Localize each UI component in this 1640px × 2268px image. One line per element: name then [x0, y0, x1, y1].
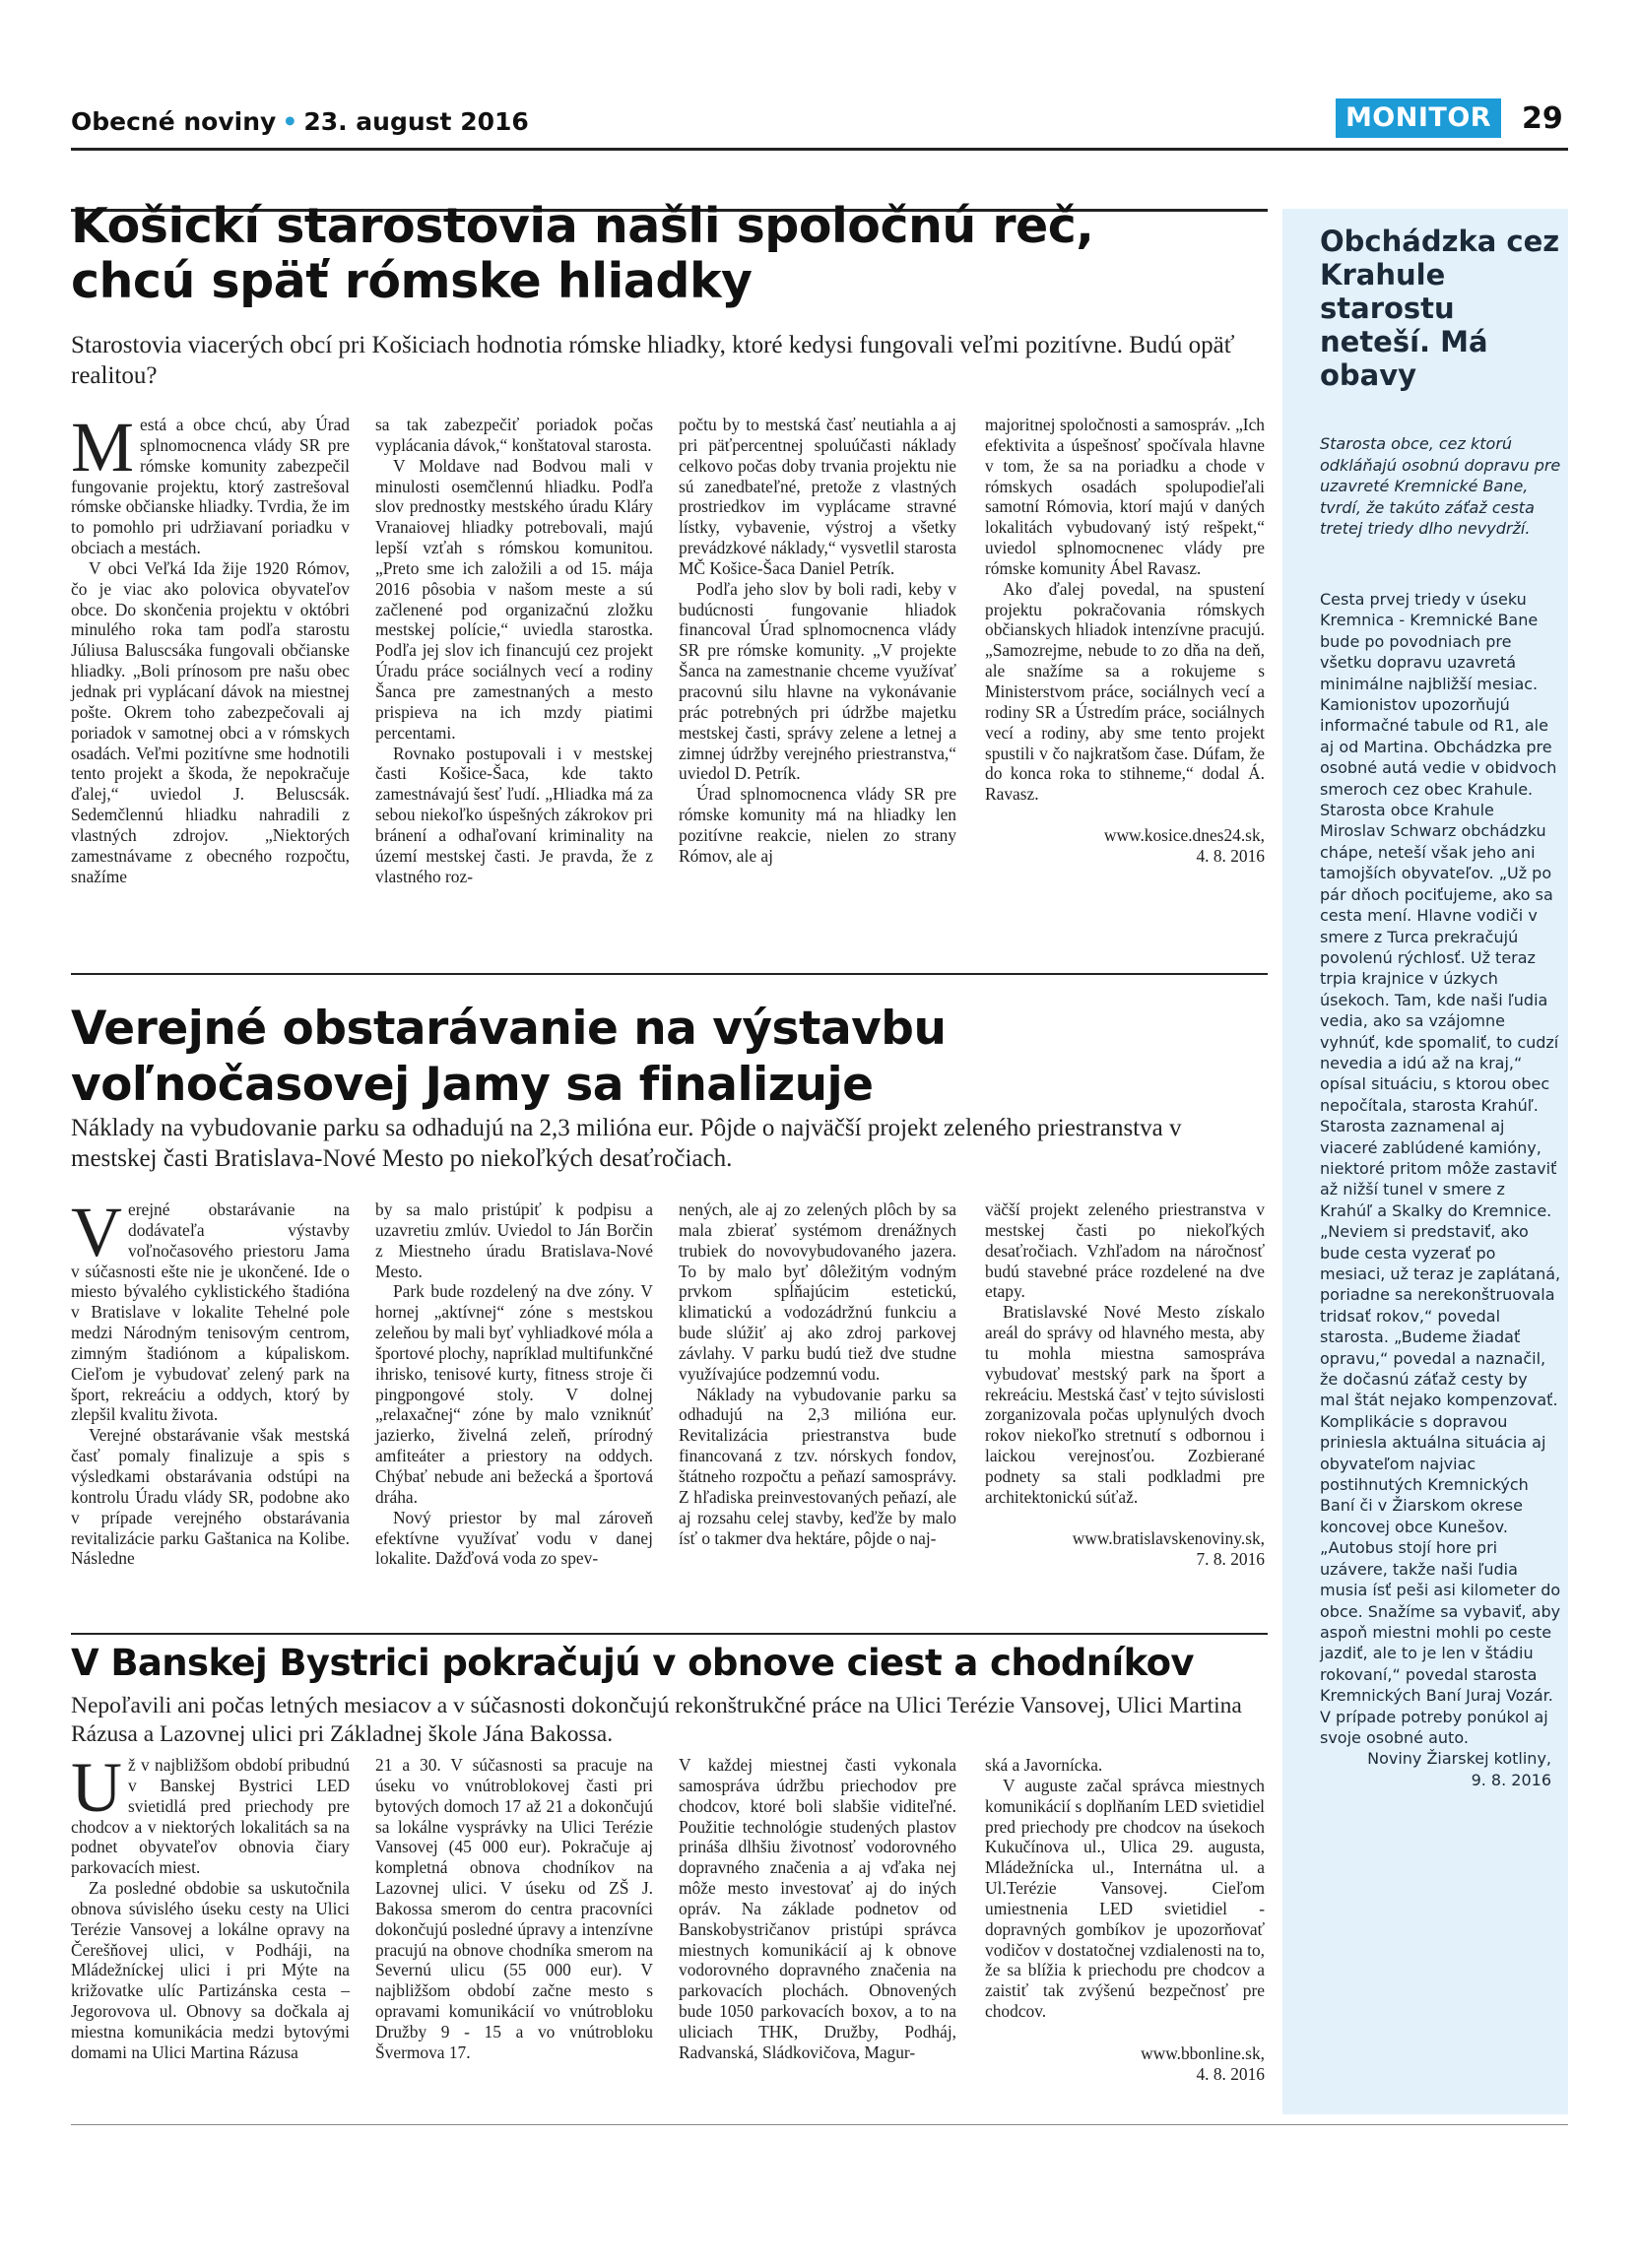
article1-lead: Starostovia viacerých obcí pri Košiciach hodnotia rómske hliadky, ktoré kedysi fungovali veľmi pozitívne. Budú opäť realitou? — [71, 332, 1235, 389]
article3-lead: Nepoľavili ani počas letných mesiacov a v súčasnosti dokončujú rekonštrukčné práce na Ulici Terézie Vansovej, Ulici Martina Rázusa a Lazovnej ulici pri Základnej škole Jána Bakossa. — [71, 1693, 1242, 1747]
article2-column-4: väčší projekt zeleného priestranstva v mestskej časti po niekoľkých desaťročiach. Vzhľadom na náročnosť budú stavebné práce rozdelené na dve etapy. Bratislavské Nové Mesto získalo areál do správy od hlavného mesta, aby tu mohla miestna samospráva vybudovať mestský park na šport a rekreáciu. Mestská časť v tejto súvislosti zorganizovala počas uplynulých dvoch rokov niekoľko stretnutí s odbornou i laickou verejnosťou. Zozbierané podnety sa stali podkladmi pre architektonickú súťaž. www.bratislavskenoviny.sk, 7. 8. 2016 — [985, 1199, 1265, 1569]
article2-lead: Náklady na vybudovanie parku sa odhadujú na 2,3 milióna eur. Pôjde o najväčší projekt zeleného priestranstva v mestskej časti Bratislava-Nové Mesto po niekoľkých desaťročiach. — [71, 1115, 1182, 1172]
section-badge: MONITOR — [1336, 98, 1501, 138]
article3-column-4: ská a Javornícka. V auguste začal správca miestnych komunikácií s doplňaním LED svietidiel pred priechody pre chodcov na úsekoch Kukučínova ul., Ulica 29. augusta, Mládežnícka ul., Internátna ul. a Ul.Terézie Vansovej. Cieľom umiestnenia LED svietidiel - dopravných gombíkov je upozorňovať vodičov v dostatočnej vzdialenosti na to, že sa blížia k priechodu pre chodcov a zaistiť tak zvýšenú bezpečnosť pre chodcov. www.bbonline.sk, 4. 8. 2016 — [985, 1755, 1265, 2084]
article3-title: V Banskej Bystrici pokračujú v obnove ciest a chodníkov — [71, 1642, 1194, 1684]
article1-source: www.kosice.dnes24.sk, 4. 8. 2016 — [1103, 825, 1265, 866]
article2-top-rule — [71, 973, 1268, 975]
article2-title: Verejné obstarávanie na výstavbu voľnočasovej Jamy sa finalizuje — [71, 1002, 947, 1112]
article1-column-3: počtu by to mestská časť neutiahla a aj pri päťpercentnej spoluúčasti náklady celkovo počas doby trvania projektu nie sú zanedbateľné, pretože z vlastných prostriedkov im vyplácame stravné lístky, vybavenie, výstroj a všetky prevádzkové náklady,“ vysvetlil starosta MČ Košice-Šaca Daniel Petrík. Podľa jeho slov by boli radi, keby v budúcnosti fungovanie hliadok financoval Úrad splnomocnenca vlády SR pre rómske komunity. „V projekte Šanca na zamestnanie chceme využívať pracovnú silu hlavne na vykonávanie prác potrebných pri údržbe majetku mestskej časti, správy zelene a letnej a zimnej údržby verejného priestranstva,“ uviedol D. Petrík. Úrad splnomocnenca vlády SR pre rómske komunity má na hliadky len pozitívne reakcie, nielen zo strany Rómov, ale aj — [679, 415, 956, 866]
bullet-icon: • — [282, 107, 298, 136]
article2-column-1: Verejné obstarávanie na dodávateľa výstavby voľnočasového priestoru Jama v súčasnosti ešte nie je ukončené. Ide o miesto bývalého cyklistického štadióna v Bratislave v lokalite Tehelné pole medzi Národným tenisovým centrom, zimným štadiónom a kúpaliskom. Cieľom je vybudovať zelený park na šport, rekreáciu a oddych, ktorý by zlepšil kvalitu života. Verejné obstarávanie však mestská časť pomaly finalizuje a spis s výsledkami obstarávania odstúpi na kontrolu Úradu vlády SR, podobne ako v prípade verejného obstarávania revitalizácie parku Gaštanica na Kolibe. Následne — [71, 1193, 350, 1569]
article3-column-2: 21 a 30. V súčasnosti sa pracuje na úseku vo vnútroblokovej časti pri bytových domoch 17 až 21 a dokončujú sa lokálne vysprávky na Ulici Terézie Vansovej (45 000 eur). Pokračuje aj kompletná obnova chodníkov na Lazovnej ulici. V úseku od ZŠ J. Bakossa smerom do centra pracovníci dokončujú posledné úpravy a intenzívne pracujú na obnove chodníka smerom na Severnú ulicu (55 000 eur). V najbližšom období začne mesto s opravami komunikácií vo vnútrobloku Družby 9 - 15 a vo vnútrobloku Švermova 17. — [375, 1755, 653, 2062]
drop-cap: M — [71, 408, 135, 486]
sidebar-lead: Starosta obce, cez ktorú odkláňajú osobnú dopravu pre uzavreté Kremnické Bane, tvrdí, že takúto záťaž cesta tretej triedy dlho nevydrží. — [1320, 434, 1561, 538]
article1-column-1: Mestá a obce chcú, aby Úrad splnomocnenca vlády SR pre rómske komunity zabezpečil fungovanie projektu, ktorý zastrešoval rómske občianske hliadky. Tvrdia, že im to pomohlo pri udržiavaní poriadku v obciach a mestách. V obci Veľká Ida žije 1920 Rómov, čo je viac ako polovica obyvateľov obce. Do skončenia projektu v októbri minulého roka tam podľa starostu Júliusa Baluscsáka fungovali občianske hliadky. „Boli prínosom pre našu obec jednak pri vyplácaní dávok na miestnej pošte. Okrem toho zabezpečovali aj poriadok v samotnej obci a v rómskych osadách. Veľmi pozitívne sme hodnotili tento projekt a škoda, že nepokračuje ďalej,“ uviedol J. Beluscsák. Sedemčlennú hliadku nahradili z vlastných zdrojov. „Niektorých zamestnávame z obecného rozpočtu, snažíme — [71, 408, 350, 886]
header-rule — [71, 148, 1568, 151]
sidebar-source: Noviny Žiarskej kotliny, 9. 8. 2016 — [1367, 1749, 1551, 1789]
article1-column-2: sa tak zabezpečiť poriadok počas vyplácania dávok,“ konštatoval starosta. V Moldave nad Bodvou mali v minulosti osemčlennú hliadku. Podľa slov prednostky mestského úradu Kláry Vranaiovej hliadky potrebovali, majú lepší vzťah s rómskou komunitou. „Preto sme ich založili a od 15. mája 2016 pôsobia v našom meste a sú začlenené pod organizačnú zložku mestskej polície,“ uviedla starostka. Podľa jej slov ich financujú cez projekt Úradu práce sociálnych vecí a rodiny Šanca pre zamestnaných a mesto prispieva na ich mzdy piatimi percentami. Rovnako postupovali i v mestskej časti Košice-Šaca, kde takto zamestnávajú šesť ľudí. „Hliadka má za sebou niekoľko úspešných zákrokov pri bránení a odhaľovaní kriminality na území mestskej časti. Je pravda, že z vlastného roz- — [375, 415, 653, 886]
article1-title: Košickí starostovia našli spoločnú reč, chcú späť rómske hliadky — [71, 198, 1094, 309]
sidebar-body — [1320, 589, 1561, 1790]
article3-column-3: V každej miestnej časti vykonala samospráva údržbu priechodov pre chodcov, ktoré boli slabšie viditeľné. Použitie technológie studených plastov prináša dlhšiu životnosť vodorovného dopravného značenia a aj vďaka nej môže mesto investovať aj do iných opráv. Na základe podnetov od Banskobystričanov pristúpi správca miestnych komunikácií aj k obnove vodorovného dopravného značenia na parkovacích plochách. Obnovených bude 1050 parkovacích boxov, a to na uliciach THK, Družby, Podháj, Radvanská, Sládkovičova, Magur- — [679, 1755, 956, 2062]
drop-cap: U — [71, 1748, 122, 1827]
article1-column-4: majoritnej spoločnosti a samospráv. „Ich efektivita a úspešnosť spočívala hlavne v tom, že sa na poriadku a chode v rómskych osadách spolupodieľali samotní Rómovia, ktorí majú v daných lokalitách vybudovaný istý rešpekt,“ uviedol splnomocnenec vlády pre rómske komunity Ábel Ravasz. Ako ďalej povedal, na spustení projektu pokračovania rómskych občianskych hliadok intenzívne pracujú. „Samozrejme, nebude to zo dňa na deň, ale snažíme sa a rokujeme s Ministerstvom práce, sociálnych vecí a rodiny SR a Ústredím práce, sociálnych vecí a rodiny, aby sme tento projekt spustili v čo najkratšom čase. Dúfam, že do konca roka to stihneme,“ dodal Á. Ravasz. www.kosice.dnes24.sk, 4. 8. 2016 — [985, 415, 1265, 866]
publication-header — [71, 107, 529, 136]
publication-name: Obecné noviny — [71, 107, 277, 136]
publication-date: 23. august 2016 — [303, 107, 529, 136]
article3-top-rule — [71, 1633, 1268, 1635]
article2-column-3: nených, ale aj zo zelených plôch by sa mala zbierať systémom drenážnych trubiek do novovybudovaného jazera. To by malo byť dôležitým vodným prvkom spĺňajúcim estetickú, klimatickú a vodozádržnú funkciu a bude slúžiť aj ako zdroj parkovej závlahy. V parku budú tiež dve studne využívajúce podzemnú vodu. Náklady na vybudovanie parku sa odhadujú na 2,3 milióna eur. Revitalizácia priestranstva bude financovaná z tzv. nórskych fondov, štátneho rozpočtu a peňazí samosprávy. Z hľadiska preinvestovaných peňazí, ale aj rozsahu celej stavby, keďže by malo ísť o takmer dva hektáre, pôjde o naj- — [679, 1199, 956, 1548]
drop-cap: V — [71, 1193, 122, 1271]
page-number: 29 — [1522, 101, 1563, 136]
article3-column-1: Už v najbližšom období pribudnú v Banskej Bystrici LED svietidlá pred priechody pre chodcov a v niektorých lokalitách sa na podnet obyvateľov obnovia čiary parkovacích miest. Za posledné obdobie sa uskutočnila obnova súvislého úseku cesty na Ulici Terézie Vansovej a lokálne opravy na Čerešňovej ulici, v Podháji, na Mládežníckej ulici i pri Mýte na križovatke ulíc Partizánska cesta – Jegorovova ul. Obnovy sa dočkala aj miestna komunikácia medzi bytovými domami na Ulici Martina Rázusa — [71, 1748, 350, 2062]
sidebar-title: Obchádzka cez Krahule starostu neteší. Má obavy — [1320, 225, 1560, 392]
article3-source: www.bbonline.sk, 4. 8. 2016 — [1141, 2042, 1265, 2084]
article2-source: www.bratislavskenoviny.sk, 7. 8. 2016 — [1072, 1527, 1265, 1569]
article2-column-2: by sa malo pristúpiť k podpisu a uzavretiu zmlúv. Uviedol to Ján Borčin z Miestneho úradu Bratislava-Nové Mesto. Park bude rozdelený na dve zóny. V hornej „aktívnej“ zóne s mestskou zeleňou by mali byť vyhliadkové móla a športové plochy, napríklad multifunkčné ihrisko, tenisové kurty, fitness stroje či pingpongové stoly. V dolnej „relaxačnej“ zóne by malo vzniknúť jazierko, živelná zeleň, prírodný amfiteáter a priestory na oddych. Chýbať nebude ani bežecká a športová dráha. Nový priestor by mal zároveň efektívne využívať vodu v danej lokalite. Dažďová voda zo spev- — [375, 1199, 653, 1569]
sidebar-body-text: Cesta prvej triedy v úseku Kremnica - Kremnické Bane bude po povodniach pre všetku dopravu uzavretá minimálne najbližší mesiac. Kamionistov upozorňujú informačné tabule od R1, ale aj od Martina. Obchádzka pre osobné autá vedie v obidvoch smeroch cez obec Krahule. Starosta obce Krahule Miroslav Schwarz obchádzku chápe, neteší však jeho ani tamojších obyvateľov. „Už po pár dňoch pociťujeme, ako sa cesta mení. Hlavne vodiči v smere z Turca prekračujú povolenú rýchlosť. Už teraz trpia krajnice v úzkych úsekoch. Tam, kde naši ľudia vedia, ako sa vzájomne vyhnúť, kde spomaliť, to cudzí nevedia a idú až na kraj,“ opísal situáciu, s ktorou obec nepočítala, starosta Krahúľ. Starosta zaznamenal aj viaceré zablúdené kamióny, niektoré pritom môže zastaviť až nižší tunel v smere z Krahúľ a Skalky do Kremnice. „Neviem si predstaviť, ako bude cesta vyzerať po mesiaci, už teraz je zaplátaná, poriadne sa nerekonštruovala tridsať rokov,“ povedal starosta. „Budeme žiadať opravu,“ povedal a naznačil, že dočasnú záťaž cesty by mal štát nejako kompenzovať. Komplikácie s dopravou priniesla aktuálna situácia aj obyvateľom najviac postihnutých Kremnických Baní či v Žiarskom okrese koncovej obce Kunešov. „Autobus stojí hore pri uzávere, takže naši ľudia musia ísť peši asi kilometer do obce. Snažíme sa vybaviť, aby aspoň miestni mohli po ceste jazdiť, ale to je len v štádiu rokovaní,“ povedal starosta Kremnických Baní Juraj Vozár. V prípade potreby ponúkol aj svoje osobné auto. — [1320, 590, 1561, 1747]
footer-rule — [71, 2124, 1568, 2125]
